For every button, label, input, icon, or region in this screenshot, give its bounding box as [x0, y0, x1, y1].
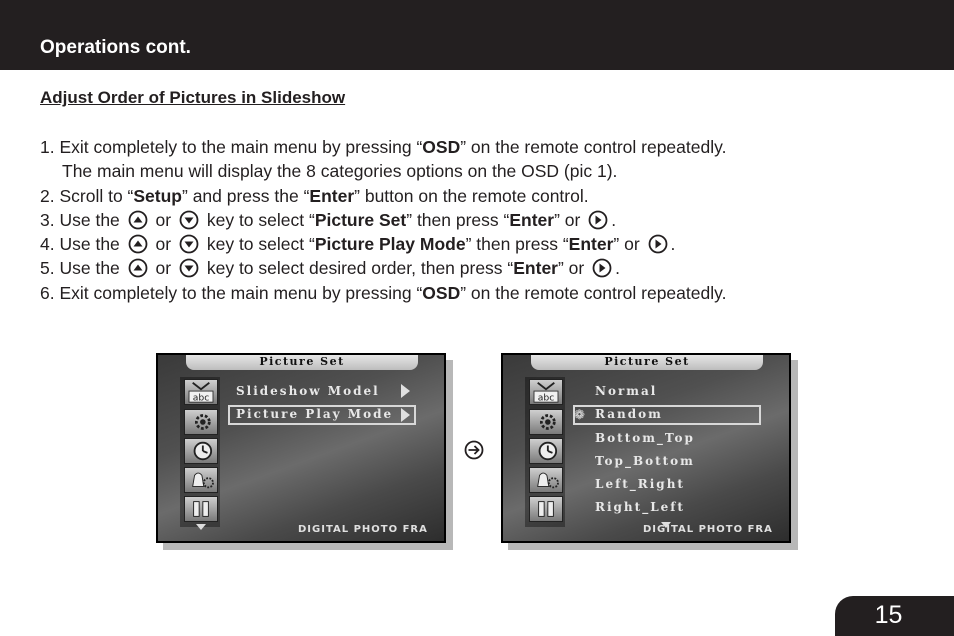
clock-icon: [529, 438, 563, 464]
osd-screen-2: [501, 353, 791, 543]
option-bottom-top: Bottom_Top: [595, 431, 695, 445]
page-number-tab: [835, 596, 954, 636]
screen-title-bar: [531, 355, 763, 370]
page-header-title: Operations cont.: [40, 37, 191, 58]
page-number: 15: [874, 601, 903, 629]
clock-icon: [184, 438, 218, 464]
up-button-icon: [128, 258, 148, 278]
header-bar: [0, 0, 954, 70]
option-normal: Normal: [595, 384, 658, 398]
up-button-icon: [128, 210, 148, 230]
option-right-left: Right_Left: [595, 500, 685, 514]
text-abc-icon: [184, 379, 218, 405]
svg-text:abc: abc: [537, 392, 555, 404]
right-arrow-circle-icon: [464, 440, 484, 460]
text-abc-icon: [529, 379, 563, 405]
film-icon: [529, 496, 563, 522]
screen-title: Picture Set: [259, 355, 345, 368]
option-left-right: Left_Right: [595, 477, 685, 491]
menu-item-slideshow-model: Slideshow Model: [236, 384, 380, 398]
section-heading: Adjust Order of Pictures in Slideshow: [40, 88, 346, 107]
gear-icon: [184, 409, 218, 435]
bell-gear-icon: [184, 467, 218, 493]
down-button-icon: [179, 210, 199, 230]
right-button-icon: [588, 210, 608, 230]
step-1-detail: The main menu will display the 8 categories options on the OSD (pic 1).: [62, 161, 618, 182]
menu-item-picture-play-mode: Picture Play Mode: [236, 407, 394, 421]
bell-gear-icon: [529, 467, 563, 493]
brand-text: DIGITAL PHOTO FRA: [298, 524, 428, 535]
screen-title-bar: [186, 355, 418, 370]
instruction-steps: [40, 135, 920, 305]
gear-icon: [529, 409, 563, 435]
option-top-bottom: Top_Bottom: [595, 454, 695, 468]
submenu-arrow-icon: [401, 384, 410, 398]
step-4: 4. Use the or key to select “Picture Play Mode” then press “Enter” or .: [40, 234, 676, 255]
step-1: 1. Exit completely to the main menu by pressing “OSD” on the remote control repeatedly.: [40, 137, 727, 157]
step-6: 6. Exit completely to the main menu by pressing “OSD” on the remote control repeatedly.: [40, 282, 727, 303]
brand-text: DIGITAL PHOTO FRA: [643, 524, 773, 535]
option-random: Random: [595, 407, 663, 421]
film-icon: [184, 496, 218, 522]
selected-marker-icon: ❁: [574, 407, 585, 422]
osd-screen-1: [156, 353, 446, 543]
step-2: 2. Scroll to “Setup” and press the “Enter” button on the remote control.: [40, 185, 589, 206]
step-3: 3. Use the or key to select “Picture Set” then press “Enter” or .: [40, 209, 617, 230]
right-button-icon: [592, 258, 612, 278]
screen-title: Picture Set: [604, 355, 690, 368]
up-button-icon: [128, 234, 148, 254]
svg-text:abc: abc: [192, 392, 210, 404]
scroll-down-indicator: [196, 524, 206, 530]
down-button-icon: [179, 234, 199, 254]
step-5: 5. Use the or key to select desired order, then press “Enter” or .: [40, 258, 620, 279]
right-button-icon: [648, 234, 668, 254]
down-button-icon: [179, 258, 199, 278]
submenu-arrow-icon: [401, 408, 410, 422]
